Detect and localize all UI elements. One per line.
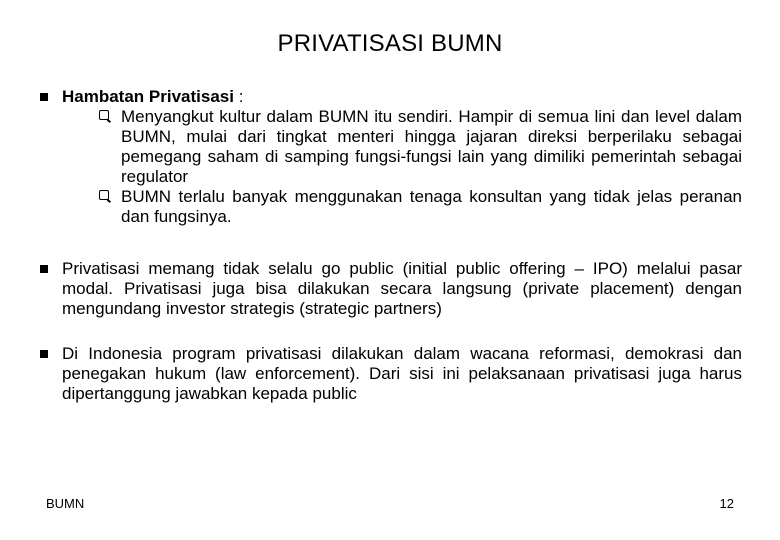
bullet-indonesia xyxy=(38,344,742,404)
bullet-item xyxy=(38,259,742,319)
bullet-heading-suffix: : xyxy=(233,87,244,106)
sub-bullet-item xyxy=(99,107,742,187)
bullet-go-public xyxy=(38,259,742,319)
q-box-bullet-icon xyxy=(99,190,109,200)
slide-title: PRIVATISASI BUMN xyxy=(277,30,503,57)
sub-bullet-item xyxy=(99,187,742,227)
bullet-item xyxy=(38,344,742,404)
bullet-text: Di Indonesia program privatisasi dilakukan dalam wacana reformasi, demokrasi dan penegakan hukum (law enforcement). Dari sisi ini pelaksanaan privatisasi juga harus dipertanggung jawabkan kepada public xyxy=(62,344,742,403)
bullet-item xyxy=(38,87,742,107)
bullet-heading: Hambatan Privatisasi xyxy=(62,87,234,106)
sub-bullet-text: BUMN terlalu banyak menggunakan tenaga konsultan yang tidak jelas peranan dan fungsinya. xyxy=(121,187,742,226)
page-number: 12 xyxy=(719,496,734,511)
square-bullet-icon xyxy=(40,265,48,273)
q-box-bullet-icon xyxy=(99,110,109,120)
bullet-hambatan xyxy=(38,87,742,227)
square-bullet-icon xyxy=(40,93,48,101)
square-bullet-icon xyxy=(40,350,48,358)
bullet-text: Privatisasi memang tidak selalu go public (initial public offering – IPO) melalui pasar modal. Privatisasi juga bisa dilakukan secara langsung (private placement) dengan mengundang investor strategis (strategic partners) xyxy=(62,259,742,318)
footer-label: BUMN xyxy=(46,496,85,511)
sub-bullet-text: Menyangkut kultur dalam BUMN itu sendiri. Hampir di semua lini dan level dalam BUMN, mulai dari tingkat menteri hingga jajaran direksi berperilaku sebagai pemegang saham di samping fungsi-fungsi lain yang dimiliki pemerintah sebagai regulator xyxy=(121,107,742,186)
